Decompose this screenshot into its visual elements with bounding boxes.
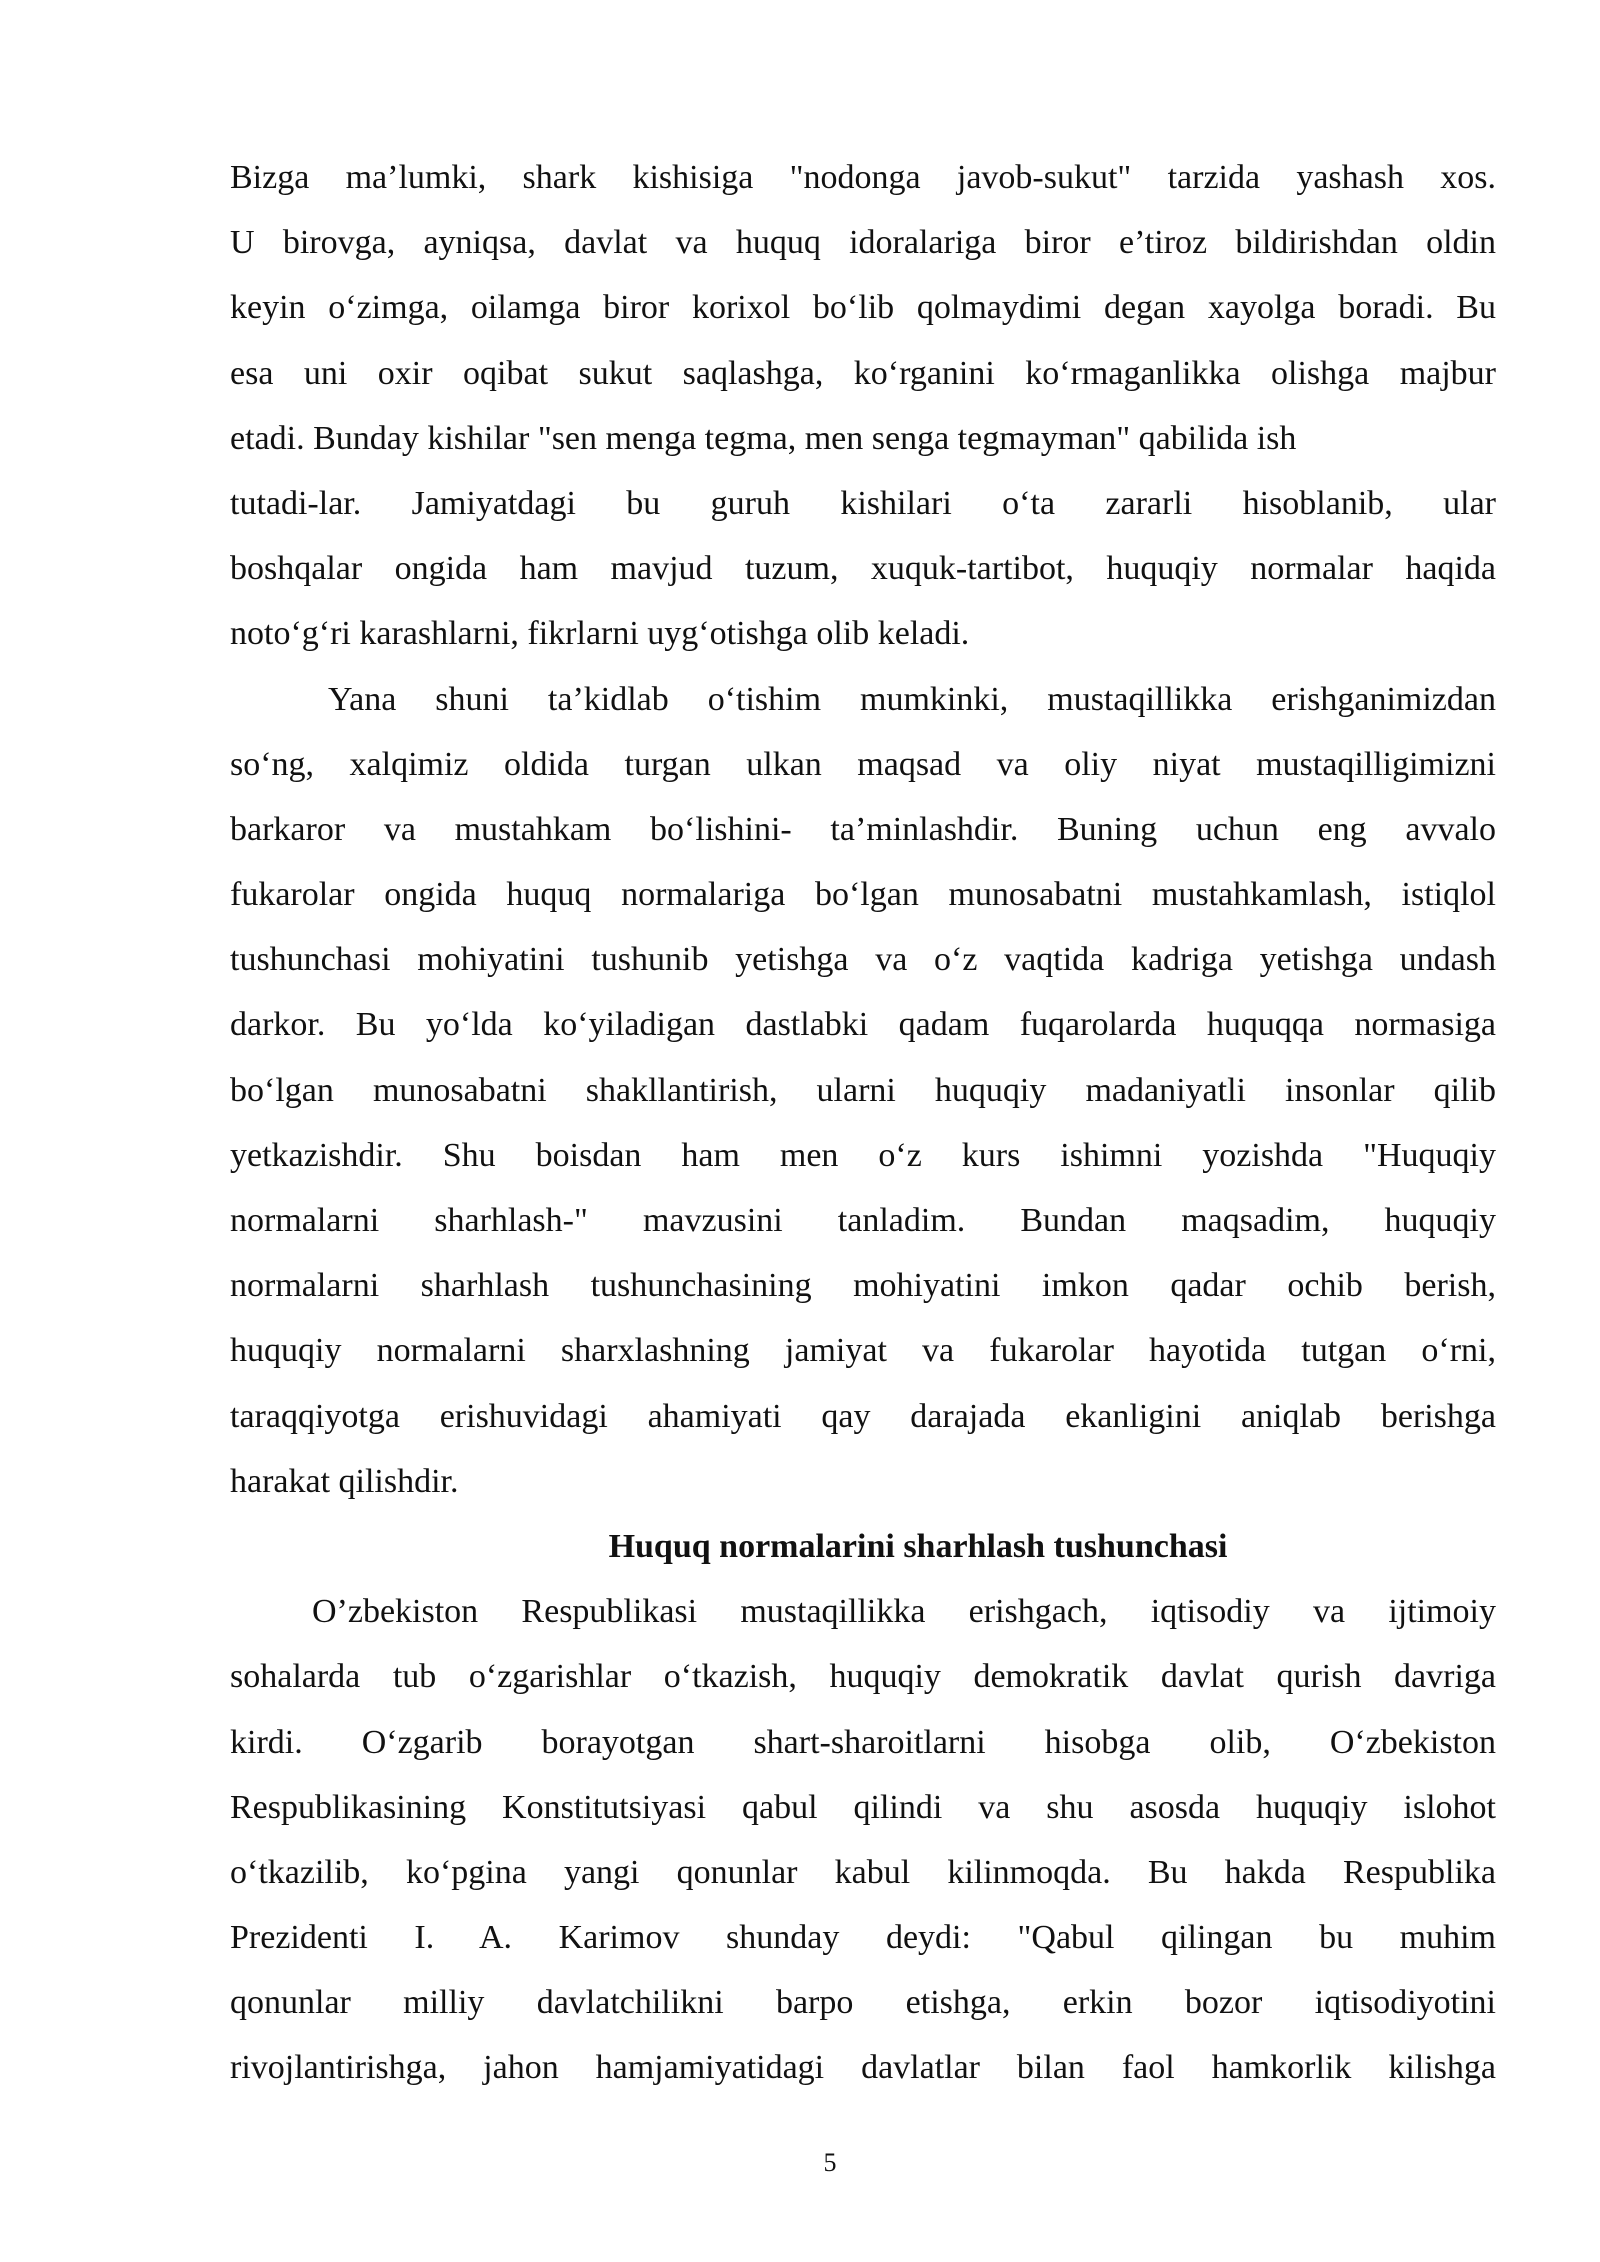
text-line: so‘ng, xalqimiz oldida turgan ulkan maqsad va oliy niyat mustaqilligimizni (230, 745, 1496, 783)
text-line: harakat qilishdir. (230, 1462, 459, 1500)
text-line: noto‘g‘ri karashlarni, fikrlarni uyg‘otishga olib keladi. (230, 615, 970, 653)
text-line: sohalarda tub o‘zgarishlar o‘tkazish, huquqiy demokratik davlat qurish davriga (230, 1658, 1496, 1696)
text-line: qonunlar milliy davlatchilikni barpo etishga, erkin bozor iqtisodiyotini (230, 1984, 1496, 2022)
text-line: barkaror va mustahkam bo‘lishini- ta’minlashdir. Buning uchun eng avvalo (230, 810, 1496, 848)
text-line: fukarolar ongida huquq normalariga bo‘lgan munosabatni mustahkamlash, istiqlol (230, 876, 1496, 914)
text-line: Respublikasining Konstitutsiyasi qabul qilindi va shu asosda huquqiy islohot (230, 1788, 1496, 1826)
text-line: Bizga ma’lumki, shark kishisiga "nodonga javob-sukut" tarzida yashash xos. (230, 159, 1496, 196)
text-line: normalarni sharhlash tushunchasining mohiyatini imkon qadar ochib berish, (230, 1267, 1496, 1305)
text-line: darkor. Bu yo‘lda ko‘yiladigan dastlabki qadam fuqarolarda huquqqa normasiga (230, 1006, 1496, 1044)
text-line: U birovga, ayniqsa, davlat va huquq idoralariga biror e’tiroz bildirishdan oldin (230, 224, 1496, 262)
text-line: normalarni sharhlash-" mavzusini tanladim. Bundan maqsadim, huquqiy (230, 1202, 1496, 1239)
paragraph-first-line: Yana shuni ta’kidlab o‘tishim mumkinki, mustaqillikka erishganimizdan (328, 680, 1496, 718)
text-line: Prezidenti I. A. Karimov shunday deydi: "Qabul qilingan bu muhim (230, 1919, 1496, 1957)
text-line: boshqalar ongida ham mavjud tuzum, xuquk-tartibot, huquqiy normalar haqida (230, 550, 1496, 588)
text-line: esa uni oxir oqibat sukut saqlashga, ko‘rganini ko‘rmaganlikka olishga majbur (230, 354, 1496, 392)
section-heading: Huquq normalarini sharhlash tushunchasi (608, 1527, 1228, 1565)
text-line: yetkazishdir. Shu boisdan ham men o‘z kurs ishimni yozishda "Huquqiy (230, 1136, 1496, 1174)
text-line: bo‘lgan munosabatni shakllantirish, ularni huquqiy madaniyatli insonlar qilib (230, 1071, 1496, 1109)
text-line: tushunchasi mohiyatini tushunib yetishga va o‘z vaqtida kadriga yetishga undash (230, 941, 1496, 979)
text-line: o‘tkazilib, ko‘pgina yangi qonunlar kabul kilinmoqda. Bu hakda Respublika (230, 1853, 1496, 1891)
paragraph-first-line: O’zbekiston Respublikasi mustaqillikka erishgach, iqtisodiy va ijtimoiy (312, 1593, 1496, 1631)
text-line: taraqqiyotga erishuvidagi ahamiyati qay darajada ekanligini aniqlab berishga (230, 1397, 1496, 1435)
text-line: etadi. Bunday kishilar "sen menga tegma, men senga tegmayman" qabilida ish (230, 419, 1297, 457)
text-line: rivojlantirishga, jahon hamjamiyatidagi davlatlar bilan faol hamkorlik kilishga (230, 2049, 1496, 2087)
text-line: kirdi. O‘zgarib borayotgan shart-sharoitlarni hisobga olib, O‘zbekiston (230, 1723, 1496, 1761)
page-number: 5 (823, 2148, 837, 2177)
text-line: tutadi-lar. Jamiyatdagi bu guruh kishilari o‘ta zararli hisoblanib, ular (230, 484, 1496, 522)
text-line: keyin o‘zimga, oilamga biror korixol bo‘lib qolmaydimi degan xayolga boradi. Bu (230, 289, 1496, 327)
body-text (230, 145, 1496, 2101)
text-line: huquqiy normalarni sharxlashning jamiyat va fukarolar hayotida tutgan o‘rni, (230, 1332, 1496, 1370)
